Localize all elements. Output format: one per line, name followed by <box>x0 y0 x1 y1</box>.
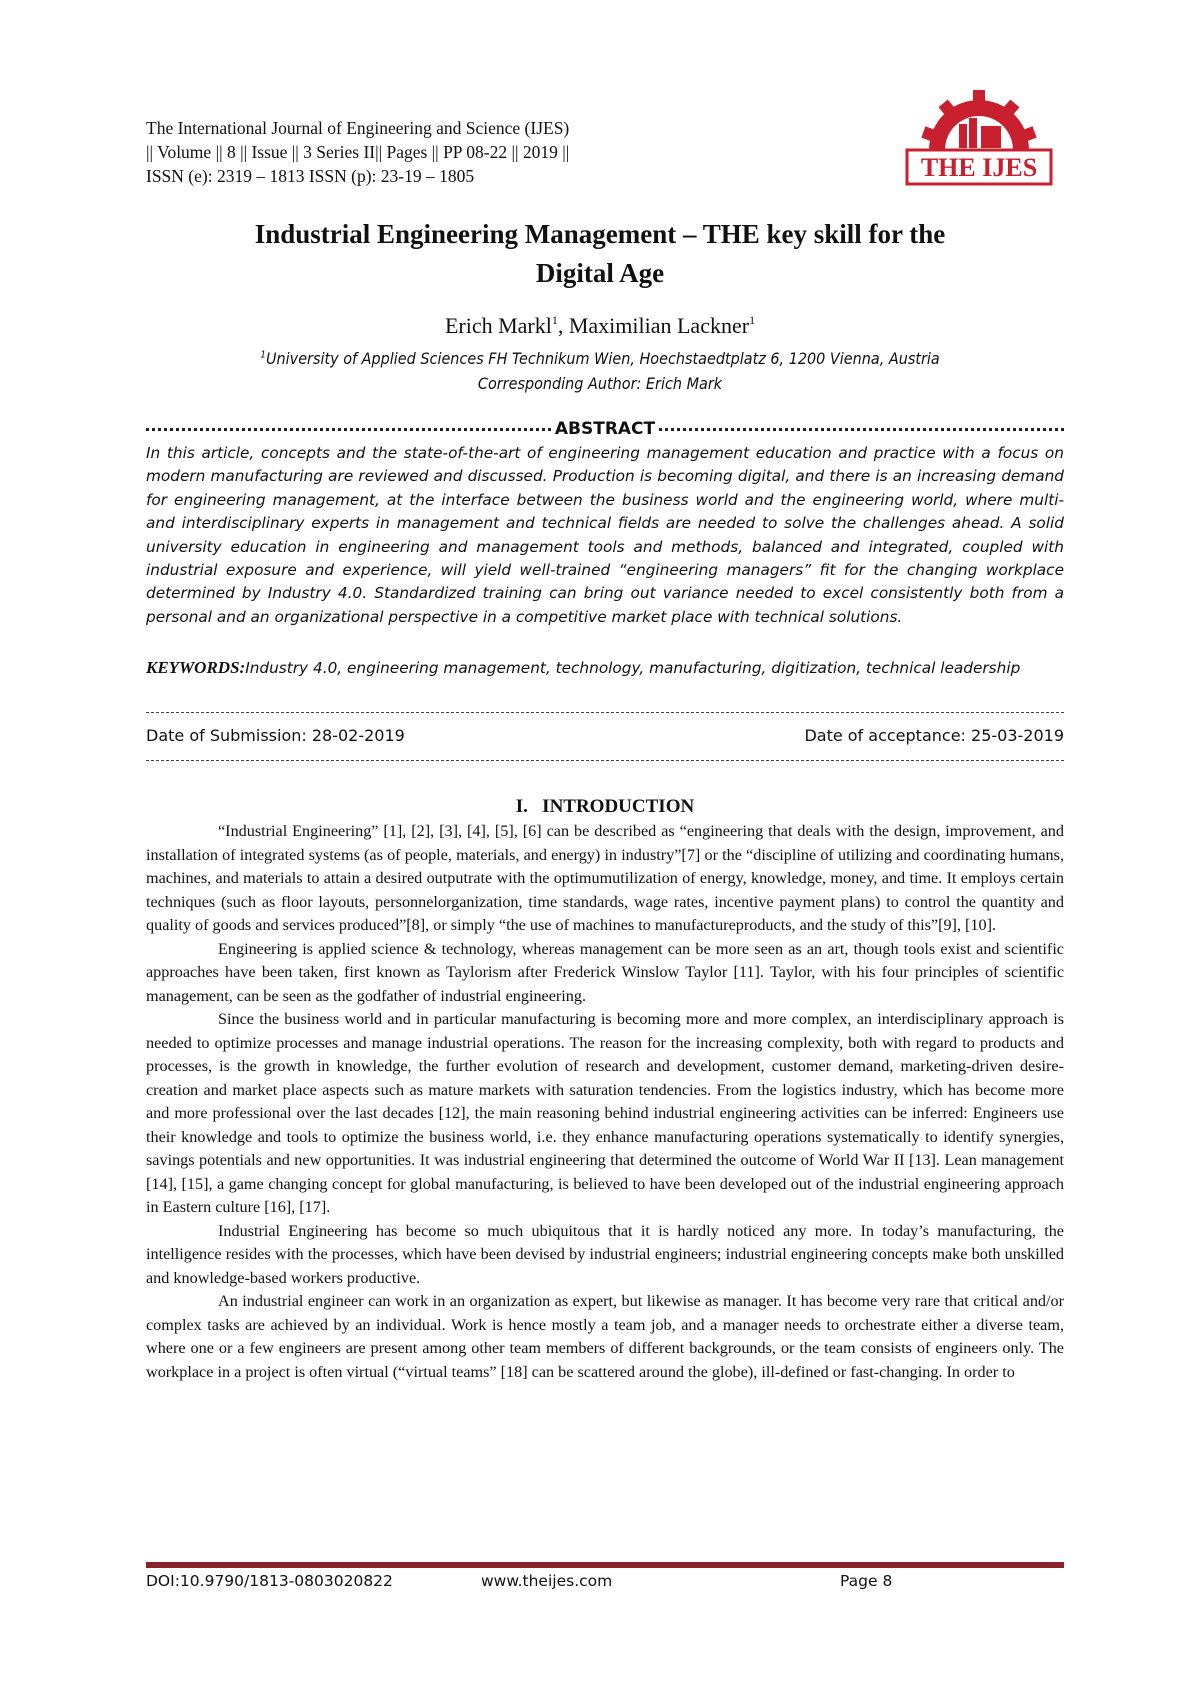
paragraph: Industrial Engineering has become so much ubiquitous that it is hardly noticed any more. In today’s manufacturing, the intelligence resides with the processes, which have been devised by industrial engineers; industrial engineering concepts make both unskilled and knowledge-based workers productive. <box>146 1221 1064 1287</box>
paragraph: Engineering is applied science & technology, whereas management can be more seen as an art, though tools exist and scientific approaches have been taken, first known as Taylorism after Frederick Winslow Taylor [11]. Taylor, with his four principles of scientific management, can be seen as the godfather of industrial engineering. <box>146 939 1064 1005</box>
title-line-2: Digital Age <box>535 258 665 288</box>
issn-line: ISSN (e): 2319 – 1813 ISSN (p): 23-19 – 1805 <box>146 166 475 186</box>
affiliation <box>195 349 1005 368</box>
footer-doi: DOI:10.9790/1813-0803020822 <box>146 1572 393 1590</box>
footer-website: www.theijes.com <box>481 1572 613 1590</box>
title-line-1: Industrial Engineering Management – THE key skill for the <box>254 219 946 249</box>
journal-header <box>146 116 569 188</box>
introduction-body <box>146 820 1064 1384</box>
author-2-sup: 1 <box>749 313 756 327</box>
affiliation-text: University of Applied Sciences FH Technikum Wien, Hoechstaedtplatz 6, 1200 Vienna, Austria <box>266 349 940 368</box>
keywords <box>146 656 1064 680</box>
dates-divider-top <box>146 712 1064 713</box>
acceptance-date: Date of acceptance: 25-03-2019 <box>804 726 1064 745</box>
author-1: Erich Markl <box>444 313 552 338</box>
paragraph: An industrial engineer can work in an organization as expert, but likewise as manager. It has become very rare that critical and/or complex tasks are achieved by an individual. Work is hence mostly a team job, and a manager needs to orchestrate either a diverse team, where one or a few engineers are present among other team members of different backgrounds, or the team consists of engineers only. The workplace in a project is often virtual (“virtual teams” [18] can be scattered around the globe), ill-defined or fast-changing. In order to <box>146 1292 1064 1381</box>
logo-text: THE IJES <box>920 153 1038 182</box>
paragraph: Since the business world and in particular manufacturing is becoming more and more complex, an interdisciplinary approach is needed to optimize processes and manage industrial operations. The reason for the increasing complexity, both with regard to products and processes, is the growth in knowledge, the further evolution of research and development, customer demand, marketing-driven desire-creation and market place aspects such as mature markets with saturation tendencies. From the logistics industry, which has become more and more professional over the last decades [12], the main reasoning behind industrial engineering activities can be inferred: Engineers use their knowledge and tools to optimize the business world, i.e. they enhance manufacturing operations systematically to identify synergies, savings potentials and new opportunities. It was industrial engineering that determined the outcome of World War II [13]. Lean management [14], [15], a game changing concept for global manufacturing, is believed to have been developed out of the industrial engineering approach in Eastern culture [16], [17]. <box>146 1010 1064 1216</box>
journal-name: The International Journal of Engineering and Science (IJES) <box>146 118 570 138</box>
author-2: Maximilian Lackner <box>568 313 750 338</box>
paragraph: “Industrial Engineering” [1], [2], [3], [4], [5], [6] can be described as “engineering that deals with the design, improvement, and installation of integrated systems (as of people, materials, and energy) in industry”[7] or the “discipline of utilizing and coordinating humans, machines, and materials to attain a desired outputrate with the optimumutilization of energy, knowledge, money, and time. It employs certain techniques (such as floor layouts, personnelorganization, time standards, wage rates, incentive payment plans) to control the quantity and quality of goods and services produced”[8], or simply “the use of machines to manufactureproducts, and the study of this”[9], [10]. <box>146 822 1064 934</box>
dates-row <box>146 726 1064 745</box>
authors: Erich Markl$^1$, Maximilian Lackner$^1$ <box>444 313 756 338</box>
abstract-divider-left <box>146 428 551 431</box>
section-title: I. INTRODUCTION <box>515 796 695 817</box>
keywords-text: Industry 4.0, engineering management, technology, manufacturing, digitization, technical leadership <box>245 659 1021 677</box>
abstract-label: ABSTRACT <box>554 419 656 439</box>
ijes-logo <box>905 88 1053 186</box>
corresponding-author: Corresponding Author: Erich Mark <box>477 374 723 393</box>
footer-bar <box>146 1562 1064 1568</box>
author-1-sup: 1 <box>551 313 558 327</box>
ijes-logo-graphic <box>905 88 1053 186</box>
dates-divider-bottom <box>146 760 1064 761</box>
affiliation-sup: 1 <box>260 349 267 361</box>
abstract-divider <box>146 419 1064 439</box>
paper-title <box>150 215 1050 293</box>
abstract-text: In this article, concepts and the state-of-the-art of engineering management education and practice with a focus on modern manufacturing are reviewed and discussed. Production is becoming digital, and there is an increasing demand for engineering management, at the interface between the business world and the engineering world, where multi- and interdisciplinary experts in management and technical fields are needed to solve the challenges ahead. A solid university education in engineering and management tools and methods, balanced and integrated, coupled with industrial exposure and experience, will yield well-trained “engineering managers” fit for the changing workplace determined by Industry 4.0. Standardized training can bring out variance needed to excel consistently both from a personal and an organizational perspective in a competitive market place with technical solutions. <box>146 444 1064 626</box>
keywords-label: KEYWORDS: <box>146 658 246 677</box>
submission-date: Date of Submission: 28-02-2019 <box>146 726 405 745</box>
footer-page-number: Page 8 <box>840 1572 893 1590</box>
abstract-divider-right <box>659 428 1064 431</box>
volume-line: || Volume || 8 || Issue || 3 Series II|| Pages || PP 08-22 || 2019 || <box>146 142 570 162</box>
